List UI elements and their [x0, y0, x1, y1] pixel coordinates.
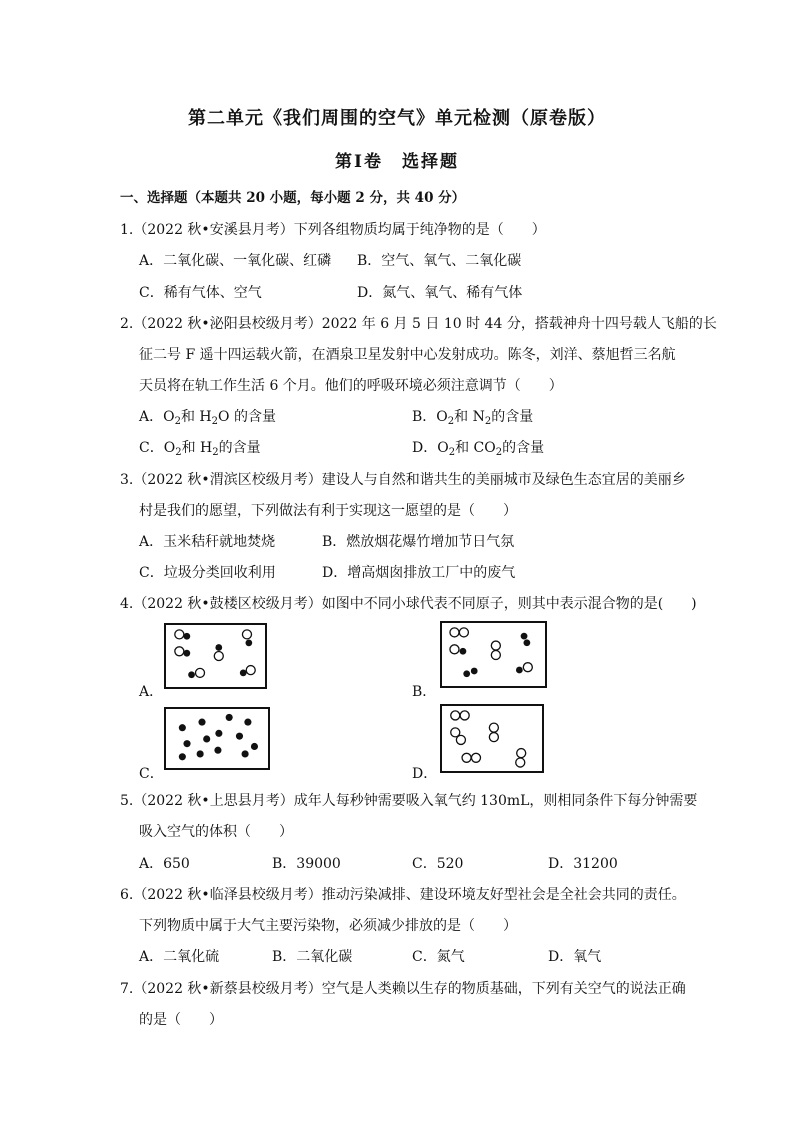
- question-5-option-d: D．31200: [548, 856, 618, 872]
- question-4-diagram-d: [440, 704, 544, 773]
- molecule-o2-3: [489, 723, 498, 741]
- molecule-mixed-6: [240, 666, 255, 677]
- molecule-mixed-5: [188, 668, 204, 678]
- question-4-stem: 4.（2022 秋•鼓楼区校级月考）如图中不同小球代表不同原子，则其中表示混合物的是( ): [120, 596, 697, 612]
- question-3-option-b: B．燃放烟花爆竹增加节日气氛: [322, 534, 515, 550]
- question-4-option-b-label: B．: [412, 684, 437, 700]
- section-heading: 一、选择题（本题共 20 小题，每小题 2 分，共 40 分）: [120, 190, 466, 206]
- question-4-diagram-c: [164, 707, 270, 770]
- question-7-stem-line-2: 的是（ ）: [139, 1012, 223, 1028]
- molecule-mixed-1: [175, 630, 190, 640]
- black-atoms: [179, 714, 258, 760]
- question-4-option-c-label: C．: [139, 766, 164, 782]
- question-5-option-a: A．650: [139, 856, 190, 872]
- question-6-option-c: C．氮气: [412, 949, 465, 965]
- question-2-option-c: C．$O_2$和 $H_2$的含量: [139, 440, 261, 458]
- question-6-option-d: D．氧气: [548, 949, 602, 965]
- molecule-o2-2: [451, 728, 466, 745]
- question-4-diagram-b: [440, 621, 547, 688]
- question-5-stem-line-1: 5.（2022 秋•上思县月考）成年人每秒钟需要吸入氧气约 130mL，则相同条件下每分钟需要: [120, 793, 698, 809]
- question-5-option-c: C．520: [412, 856, 464, 872]
- question-2-option-b: B．$O_2$和 $N_2$的含量: [412, 409, 534, 427]
- question-2-option-a: A．$O_2$和 $H_2O$ 的含量: [139, 409, 276, 427]
- question-6-option-b: B．二氧化碳: [272, 949, 353, 965]
- molecule-mixed-3: [214, 644, 223, 660]
- question-5-stem-line-2: 吸入空气的体积（ ）: [139, 824, 293, 840]
- question-6-option-a: A．二氧化硫: [139, 949, 220, 965]
- question-4-diagram-a: [164, 623, 267, 689]
- question-3-option-c: C．垃圾分类回收利用: [139, 565, 276, 581]
- molecule-o2-1: [451, 711, 469, 720]
- molecule-o2-5: [516, 749, 526, 767]
- molecule-mixed-1: [450, 645, 466, 655]
- page-title: 第二单元《我们周围的空气》单元检测（原卷版）: [188, 108, 606, 129]
- question-6-stem-line-2: 下列物质中属于大气主要污染物，必须减少排放的是（ ）: [139, 918, 517, 934]
- question-1-stem: 1.（2022 秋•安溪县月考）下列各组物质均属于纯净物的是（ ）: [120, 222, 546, 238]
- question-2-option-d: D．$O_2$和 $CO_2$的含量: [412, 440, 545, 458]
- question-1-option-b: B．空气、氧气、二氧化碳: [357, 253, 522, 269]
- question-1-option-a: A．二氧化碳、一氧化碳、红磷: [139, 253, 332, 269]
- section-subtitle: 第Ⅰ卷 选择题: [335, 152, 459, 172]
- question-3-option-d: D．增高烟囱排放工厂中的废气: [322, 565, 516, 581]
- molecule-mixed-2: [516, 663, 532, 674]
- molecule-o2-2: [491, 641, 500, 659]
- question-5-option-b: B．39000: [272, 856, 341, 872]
- molecule-mixed-2: [175, 647, 190, 657]
- molecule-o2-4: [462, 753, 480, 762]
- question-3-stem-line-2: 村是我们的愿望，下列做法有利于实现这一愿望的是（ ）: [139, 503, 517, 519]
- question-2-stem-line-3: 天员将在轨工作生活 6 个月。他们的呼吸环境必须注意调节（ ）: [139, 378, 563, 394]
- question-3-stem-line-1: 3.（2022 秋•渭滨区校级月考）建设人与自然和谐共生的美丽城市及绿色生态宜居的美丽乡: [120, 472, 686, 488]
- question-7-stem-line-1: 7.（2022 秋•新蔡县校级月考）空气是人类赖以生存的物质基础，下列有关空气的说法正确: [120, 981, 686, 997]
- question-2-stem-line-1: 2.（2022 秋•泌阳县校级月考）2022 年 6 月 5 日 10 时 44 分，搭载神舟十四号载人飞船的长: [120, 316, 717, 332]
- question-4-option-d-label: D．: [412, 766, 438, 782]
- question-2-stem-line-2: 征二号 F 遥十四运载火箭，在酒泉卫星发射中心发射成功。陈冬，刘洋、蔡旭哲三名航: [139, 347, 676, 363]
- question-1-option-c: C．稀有气体、空气: [139, 285, 262, 301]
- molecule-black-pair: [521, 633, 531, 646]
- molecule-o2-1: [450, 628, 468, 637]
- molecule-mixed-4: [242, 630, 252, 646]
- question-3-option-a: A．玉米秸秆就地焚烧: [139, 534, 276, 550]
- question-4-option-a-label: A．: [139, 684, 164, 700]
- question-1-option-d: D．氮气、氧气、稀有气体: [357, 285, 523, 301]
- molecule-black-pair-2: [463, 668, 477, 678]
- question-6-stem-line-1: 6.（2022 秋•临泽县校级月考）推动污染减排、建设环境友好型社会是全社会共同的责任。: [120, 887, 686, 903]
